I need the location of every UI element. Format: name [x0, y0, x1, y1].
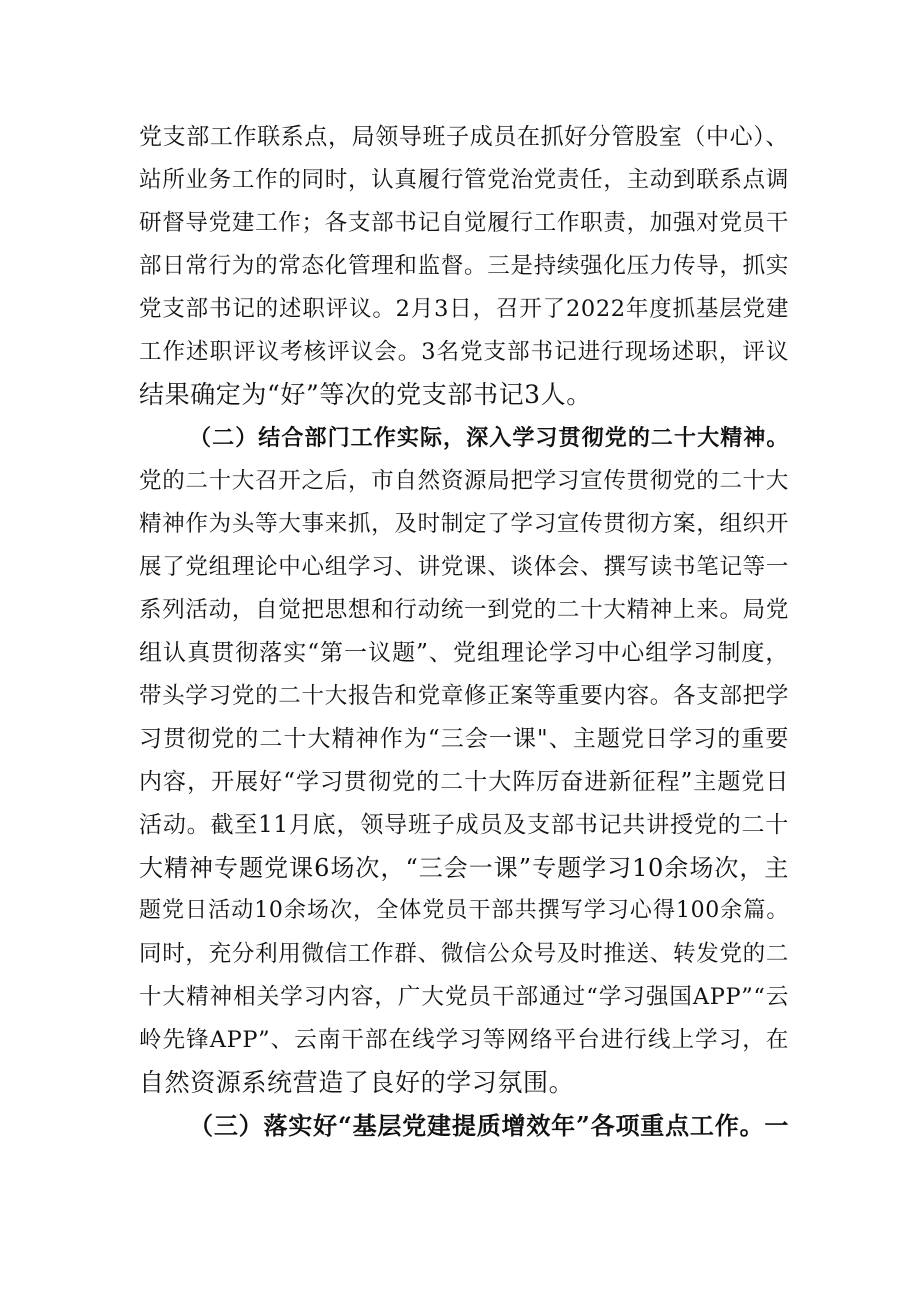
paragraph-line: 带头学习党的二十大报告和党章修正案等重要内容。各支部把学 [139, 683, 789, 709]
section-heading-2: （二）结合部门工作实际，深入学习贯彻党的二十大精神。 [189, 425, 789, 451]
paragraph-line: 精神作为头等大事来抓，及时制定了学习宣传贯彻方案，组织开 [139, 511, 789, 537]
paragraph-line: 站所业务工作的同时，认真履行管党治党责任，主动到联系点调 [139, 167, 789, 193]
paragraph-line: 结果确定为“好”等次的党支部书记3人。 [139, 380, 592, 409]
paragraph-line: 系列活动，自觉把思想和行动统一到党的二十大精神上来。局党 [139, 597, 789, 623]
paragraph-line: 同时，充分利用微信工作群、微信公众号及时推送、转发党的二 [139, 941, 789, 967]
section-heading-3: （三）落实好“基层党建提质增效年”各项重点工作。一 [189, 1111, 789, 1140]
paragraph-line: 部日常行为的常态化管理和监督。三是持续强化压力传导，抓实 [139, 253, 789, 279]
paragraph-line: 岭先锋APP”、云南干部在线学习等网络平台进行线上学习，在 [139, 1027, 789, 1053]
paragraph-line: 党的二十大召开之后，市自然资源局把学习宣传贯彻党的二十大 [139, 468, 789, 494]
paragraph-line: 党支部工作联系点，局领导班子成员在抓好分管股室（中心）、 [139, 124, 789, 150]
paragraph-line: 活动。截至11月底，领导班子成员及支部书记共讲授党的二十 [139, 812, 789, 838]
paragraph-line: 组认真贯彻落实“第一议题”、党组理论学习中心组学习制度， [139, 640, 789, 666]
paragraph-line: 十大精神相关学习内容，广大党员干部通过“学习强国APP”“云 [139, 984, 789, 1010]
paragraph-line: 习贯彻党的二十大精神作为“三会一课"、主题党日学习的重要 [139, 726, 789, 752]
paragraph-line: 党支部书记的述职评议。2月3日，召开了2022年度抓基层党建 [139, 296, 789, 322]
paragraph-line: 题党日活动10余场次，全体党员干部共撰写学习心得100余篇。 [139, 898, 789, 923]
paragraph-line: 大精神专题党课6场次，“三会一课”专题学习10余场次，主 [139, 854, 789, 882]
paragraph-line: 研督导党建工作；各支部书记自觉履行工作职责，加强对党员干 [139, 210, 789, 236]
paragraph-line: 自然资源系统营造了良好的学习氛围。 [139, 1068, 575, 1097]
paragraph-line: 工作述职评议考核评议会。3名党支部书记进行现场述职，评议 [139, 339, 789, 365]
paragraph-line: 展了党组理论中心组学习、讲党课、谈体会、撰写读书笔记等一 [139, 554, 789, 580]
paragraph-line: 内容，开展好“学习贯彻党的二十大阵厉奋进新征程”主题党日 [139, 769, 789, 795]
